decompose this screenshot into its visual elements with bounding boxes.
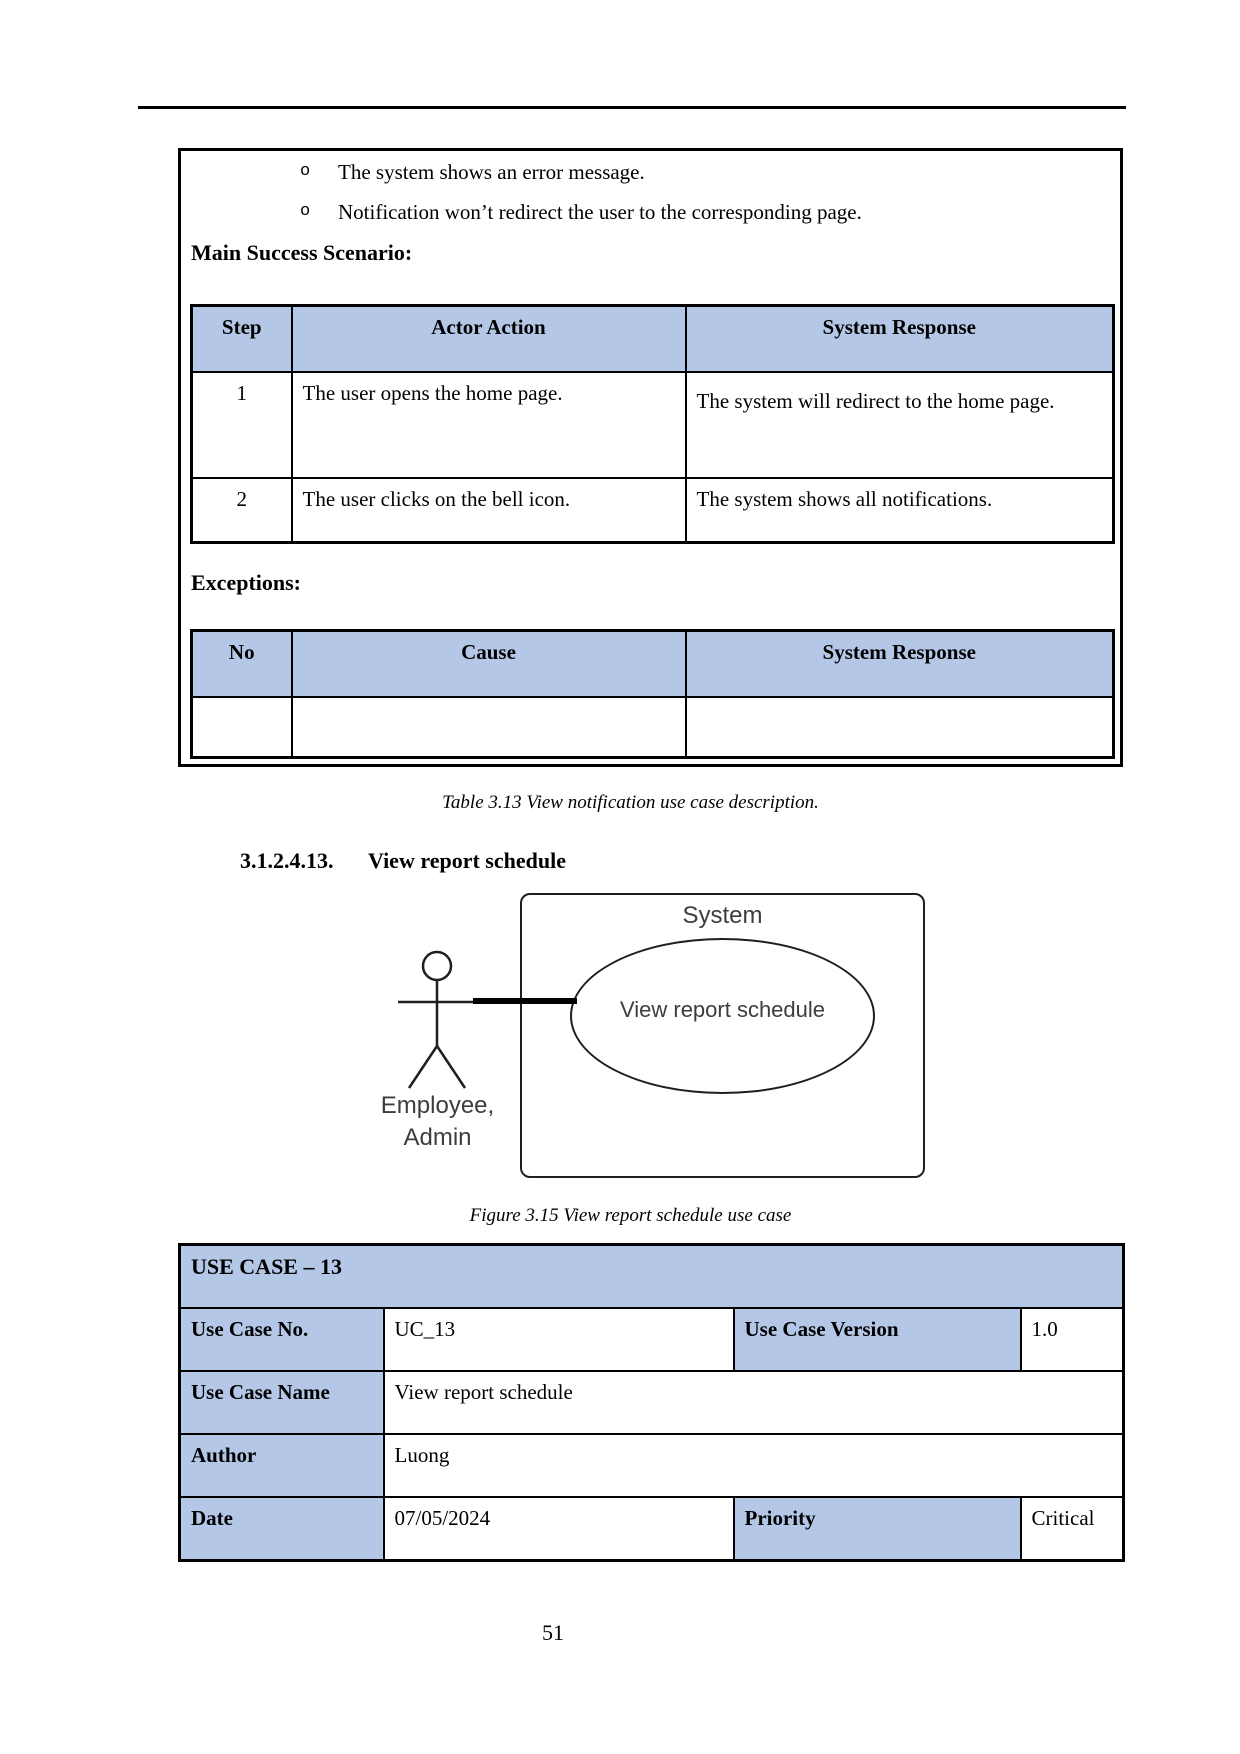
actor-action-cell: The user opens the home page. [292, 372, 686, 478]
system-response-text: The system will redirect to the home page. [696, 389, 1055, 413]
empty-cell [686, 697, 1114, 758]
bullet-text: The system shows an error message. [338, 160, 645, 184]
main-success-scenario-table [190, 304, 1115, 544]
bullet-item [300, 160, 645, 185]
section-heading [240, 848, 566, 874]
priority-value: Critical [1021, 1497, 1124, 1561]
column-header-system-response: System Response [686, 306, 1114, 373]
use-case-version-value: 1.0 [1021, 1308, 1124, 1371]
table-header-row [192, 631, 1114, 698]
section-number: 3.1.2.4.13. [240, 848, 334, 873]
table-row [180, 1434, 1124, 1497]
column-header-step: Step [192, 306, 292, 373]
use-case-no-value: UC_13 [384, 1308, 734, 1371]
actor-action-cell: The user clicks on the bell icon. [292, 478, 686, 543]
exceptions-table [190, 629, 1115, 759]
step-number-cell: 1 [192, 372, 292, 478]
bullet-text: Notification won’t redirect the user to the corresponding page. [338, 200, 862, 224]
actor-label-line2: Admin [403, 1124, 472, 1151]
column-header-actor-action: Actor Action [292, 306, 686, 373]
author-value: Luong [384, 1434, 1124, 1497]
date-label: Date [180, 1497, 384, 1561]
actor-label-line1: Employee, [380, 1092, 495, 1119]
use-case-name-value: View report schedule [384, 1371, 1124, 1434]
use-case-version-label: Use Case Version [734, 1308, 1021, 1371]
column-header-no: No [192, 631, 292, 698]
system-response-cell [686, 372, 1114, 478]
column-header-system-response: System Response [686, 631, 1114, 698]
table-caption: Table 3.13 View notification use case description. [442, 792, 819, 813]
main-success-scenario-label: Main Success Scenario: [191, 240, 413, 265]
column-header-cause: Cause [292, 631, 686, 698]
table-header-row [192, 306, 1114, 373]
step-number-cell: 2 [192, 478, 292, 543]
use-case-name-label: Use Case Name [180, 1371, 384, 1434]
use-case-label: View report schedule [619, 997, 826, 1022]
table-row [192, 697, 1114, 758]
empty-cell [292, 697, 686, 758]
system-label: System [682, 902, 763, 929]
use-case-title-cell: USE CASE – 13 [180, 1245, 1124, 1309]
figure-caption: Figure 3.15 View report schedule use case [469, 1205, 792, 1226]
priority-label: Priority [734, 1497, 1021, 1561]
system-response-cell: The system shows all notifications. [686, 478, 1114, 543]
date-value: 07/05/2024 [384, 1497, 734, 1561]
table-row [192, 372, 1114, 478]
use-case-no-label: Use Case No. [180, 1308, 384, 1371]
table-row [180, 1371, 1124, 1434]
empty-cell [192, 697, 292, 758]
bullet-item [300, 200, 862, 225]
actor-stick-figure-icon [395, 940, 585, 1092]
use-case-13-table [178, 1243, 1125, 1562]
table-row [180, 1497, 1124, 1561]
bullet-marker: o [300, 202, 311, 221]
table-row [180, 1308, 1124, 1371]
table-title-row [180, 1245, 1124, 1309]
exceptions-label: Exceptions: [191, 570, 301, 595]
author-label: Author [180, 1434, 384, 1497]
bullet-marker: o [300, 162, 311, 181]
table-row [192, 478, 1114, 543]
header-rule [138, 106, 1126, 109]
page-number: 51 [542, 1620, 564, 1645]
section-title: View report schedule [368, 848, 566, 873]
